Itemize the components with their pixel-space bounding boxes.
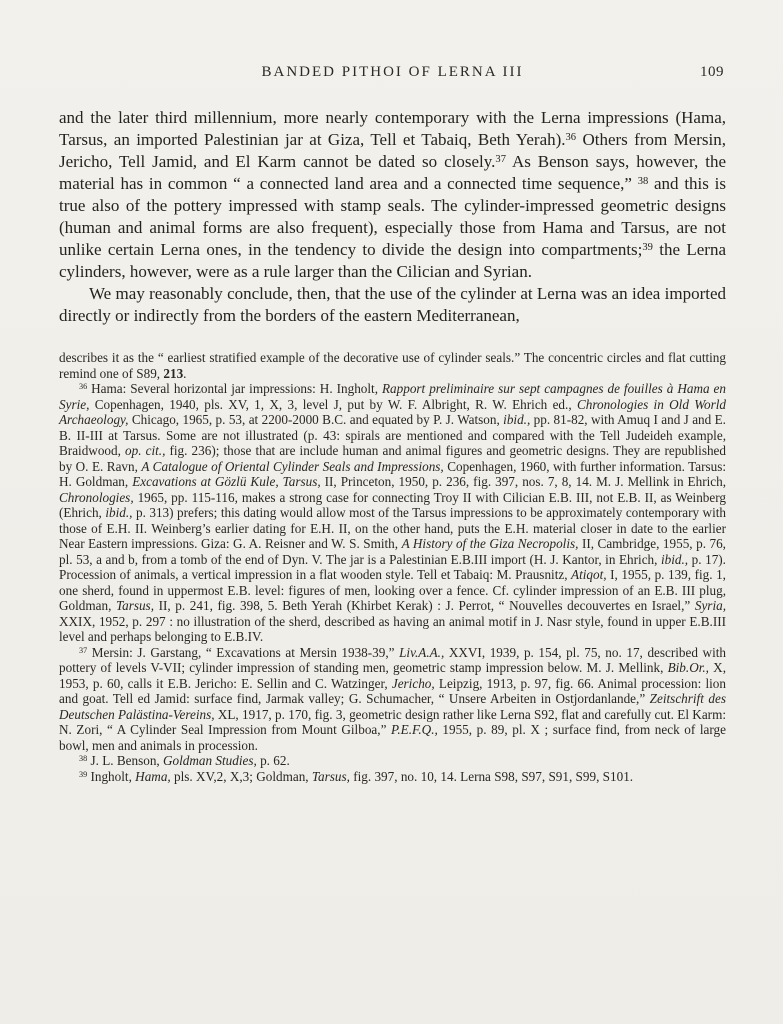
running-title: BANDED PITHOI OF LERNA III: [261, 64, 524, 80]
footnotes-section: [59, 350, 726, 784]
footnote-37: $^{37}$ Mersin: J. Garstang, “ Excavations at Mersin 1938-39,” Liv.A.A., XXVI, 1939, p. 154, pl. 75, no. 17, described with pottery of levels V-VII; cylinder impression of standing men, geometric stamp impression below. M. J. Mellink, Bib.Or., X, 1953, p. 60, calls it E.B. Jericho: E. Sellin and C. Watzinger, Jericho, Leipzig, 1913, p. 97, fig. 66. Animal procession: lion and goat. Tell ed Jamid: surface find, Jarmak valley; G. Schumacher, “ Unsere Arbeiten in Ostjordanlande,” Zeitschrift des Deutschen Palästina-Vereins, XL, 1917, p. 170, fig. 3, geometric design rather like Lerna S92, flat and carefully cut. El Karm: N. Zori, “ A Cylinder Seal Impression from Mount Gilboa,” P.E.F.Q., 1955, p. 89, pl. X ; surface find, from neck of large bowl, men and animals in procession.: [59, 644, 727, 753]
footnote-36: $^{36}$ Hama: Several horizontal jar impressions: H. Ingholt, Rapport preliminaire sur sept campagnes de fouilles à Hama en Syrie, Copenhagen, 1940, pls. XV, 1, X, 3, level J, put by W. F. Albright, R. W. Ehrich ed., Chronologies in Old World Archaeology, Chicago, 1965, p. 53, at 2200-2000 B.C. and equated by P. J. Watson, ibid., pp. 81-82, with Amuq I and J and E. B. II-III at Tarsus. Some are not illustrated (p. 43: spirals are mentioned and compared with the Tell Judeideh example, Braidwood, op. cit., fig. 236); those that are include human and animal figures and geometric designs. They are republished by O. E. Ravn, A Catalogue of Oriental Cylinder Seals and Impressions, Copenhagen, 1960, with further information. Tarsus: H. Goldman, Excavations at Gözlü Kule, Tarsus, II, Princeton, 1950, p. 236, fig. 397, nos. 7, 8, 14. M. J. Mellink in Ehrich, Chronologies, 1965, pp. 115-116, makes a strong case for connecting Troy II with Cilician E.B. III, not E.B. II, as Weinberg (Ehrich, ibid., p. 313) prefers; this dating would allow most of the Tarsus impressions to be approximately contemporary with those of E.H. II. Weinberg’s earlier dating for E.H. II, on the other hand, puts the E.H. material closer in date to the earlier Near Eastern impressions. Giza: G. A. Reisner and W. S. Smith, A History of the Giza Necropolis, II, Cambridge, 1955, p. 76, pl. 53, a and b, from a tomb of the end of Dyn. V. The jar is a Palestinian E.B.III import (H. J. Kantor, in Ehrich, ibid., p. 17). Procession of animals, a vertical impression in a flat wooden style. Tell et Tabaiq: M. Prausnitz, Atiqot, I, 1955, p. 139, fig. 1, one sherd, found in uppermost E.B. level: figures of men, looking over a fence. Cf. cylinder impression of an E.B. III plug, Goldman, Tarsus, II, p. 241, fig. 398, 5. Beth Yerah (Khirbet Kerak) : J. Perrot, “ Nouvelles decouvertes en Israel,” Syria, XXIX, 1952, p. 297 : no illustration of the sherd, described as having an animal motif in J. Nasr style, found in upper E.B.III level and perhaps belonging to E.B.IV.: [59, 381, 727, 644]
page-header: [59, 64, 726, 81]
body-paragraph-continuation: and the later third millennium, more nearly contemporary with the Lerna impressions (Hama, Tarsus, an imported Palestinian jar at Giza, Tell et Tabaiq, Beth Yerah).$^{36}$ Others from Mersin, Jericho, Tell Jamid, and El Karm cannot be dated so closely.$^{37}$ As Benson says, however, the material has in common “ a connected land area and a connected time sequence,” $^{38}$ and this is true also of the pottery impressed with stamp seals. The cylinder-impressed geometric designs (human and animal forms are also frequent), especially those from Hama and Tarsus, are not unlike certain Lerna ones, in the tendency to divide the design into compartments;$^{39}$ the Lerna cylinders, however, were as a rule larger than the Cilician and Syrian.: [59, 108, 727, 281]
page-number: 109: [700, 64, 724, 80]
main-text: [59, 107, 726, 327]
footnote-39: $^{39}$ Ingholt, Hama, pls. XV,2, X,3; Goldman, Tarsus, fig. 397, no. 10, 14. Lerna S98, S97, S91, S99, S101.: [79, 768, 634, 784]
body-paragraph-conclusion: We may reasonably conclude, then, that the use of the cylinder at Lerna was an idea imported directly or indirectly from the borders of the eastern Mediterranean,: [59, 284, 726, 325]
footnote-continuation: describes it as the “ earliest stratified example of the decorative use of cylinder seals.” The concentric circles and flat cutting remind one of S89, 213.: [59, 350, 726, 381]
footnote-38: $^{38}$ J. L. Benson, Goldman Studies, p. 62.: [79, 753, 290, 768]
